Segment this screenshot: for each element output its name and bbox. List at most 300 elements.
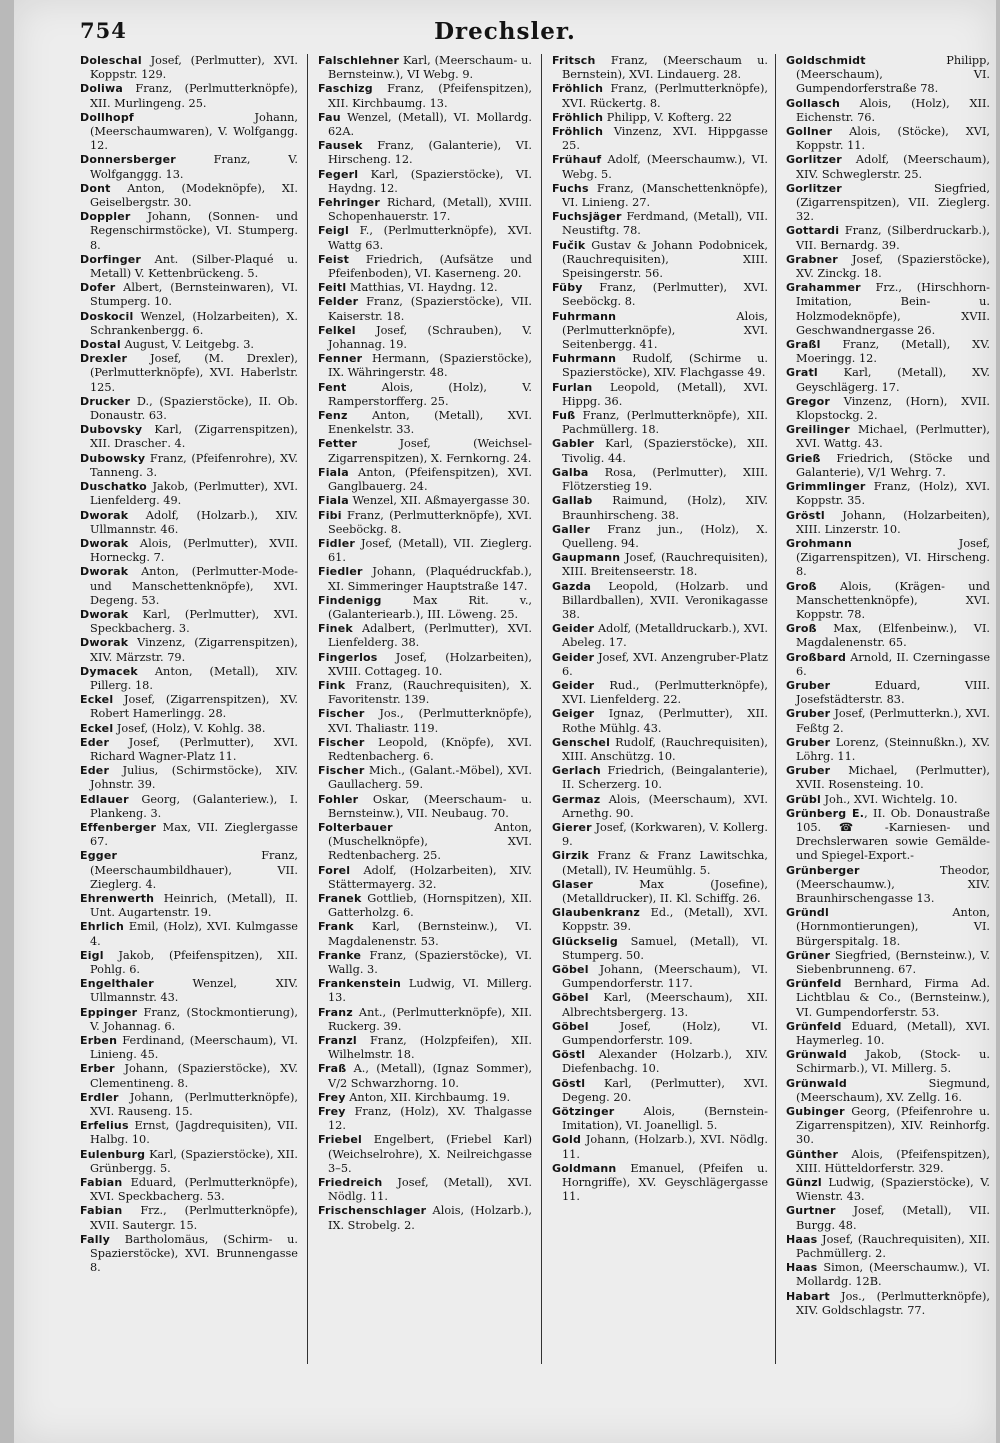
entry-details: Karl, (Perlmutter), XVI. Speckbacherg. 3.	[90, 607, 298, 636]
directory-entry	[318, 168, 532, 196]
entry-details: Anton, (Metall), XVI. Enenkelstr. 33.	[328, 409, 532, 437]
entry-details: Jakob, (Pfeifenspitzen), XII. Pohlg. 6.	[90, 948, 298, 976]
entry-surname: Fraß	[318, 1062, 347, 1076]
entry-surname: Gottardi	[786, 224, 840, 238]
directory-entry	[80, 480, 298, 508]
entry-surname: Friedreich	[318, 1176, 383, 1190]
entry-surname: Dorfinger	[80, 252, 142, 266]
entry-surname: Grohmann	[786, 536, 852, 550]
directory-entry	[318, 764, 532, 792]
entry-surname: Doliwa	[80, 82, 124, 96]
entry-details: Samuel, (Metall), VI. Stumperg. 50.	[562, 934, 768, 962]
directory-entry	[318, 494, 532, 508]
directory-entry	[786, 452, 990, 480]
directory-entry	[80, 182, 298, 210]
directory-entry	[786, 807, 990, 864]
entry-details: Josef, (Zigarrenspitzen), VI. Hirscheng. 8.	[796, 536, 990, 579]
directory-entry	[552, 1048, 768, 1076]
entry-surname: Effenberger	[80, 820, 157, 834]
entry-surname: Haas	[786, 1232, 818, 1246]
entry-details: Josef, (Metall), VII. Burgg. 48.	[796, 1204, 990, 1232]
entry-surname: Frankenstein	[318, 977, 402, 991]
entry-surname: Fent	[318, 380, 347, 394]
entry-surname: Grünberg E.	[786, 806, 865, 820]
directory-entry	[318, 1006, 532, 1034]
directory-entry	[80, 565, 298, 608]
entry-surname: Gaupmann	[552, 551, 621, 565]
directory-entry	[318, 466, 532, 494]
directory-entry	[80, 537, 298, 565]
directory-entry	[786, 537, 990, 580]
entry-details: Franz, (Pfeifenspitzen), XII. Kirchbaumg. 13.	[328, 82, 532, 110]
entry-surname: Fohler	[318, 792, 359, 806]
entry-details: Franz, (Spazierstöcke), VII. Kaiserstr. 18.	[328, 295, 532, 323]
entry-details: Ant. (Silber-Plaqué u. Metall) V. Kettenbrückeng. 5.	[90, 252, 298, 281]
entry-surname: Doleschal	[80, 54, 142, 67]
entry-surname: Gorlitzer	[786, 181, 842, 195]
directory-entry	[80, 1148, 298, 1176]
entry-surname: Fausek	[318, 139, 363, 153]
entry-surname: Finek	[318, 622, 353, 636]
entry-details: Franz, (Holz), XV. Thalgasse 12.	[328, 1105, 532, 1133]
entry-surname: Günzl	[786, 1176, 822, 1190]
directory-entry	[80, 693, 298, 721]
directory-entry	[786, 864, 990, 907]
entry-surname: Eder	[80, 764, 110, 778]
entry-surname: Fiala	[318, 494, 349, 508]
page-number: 754	[80, 18, 127, 43]
entry-surname: Göstl	[552, 1048, 586, 1062]
entry-details: Vinzenz, XVI. Hippgasse 25.	[562, 125, 768, 153]
entry-surname: Erber	[80, 1062, 115, 1076]
entry-details: Raimund, (Holz), XIV. Braunhirscheng. 38.	[562, 494, 768, 522]
entry-surname: Erben	[80, 1034, 118, 1048]
directory-entry	[80, 736, 298, 764]
entry-surname: Grünwald	[786, 1048, 847, 1062]
entry-details: Karl, (Meerschaum), XII. Albrechtsbergerg. 13.	[562, 991, 768, 1019]
entry-details: Johann, (Spazierstöcke), XV. Clementineng. 8.	[90, 1062, 298, 1090]
entry-details: Adolf, (Holzarbeiten), XIV. Stättermayerg. 32.	[328, 863, 532, 891]
directory-entry	[786, 1077, 990, 1105]
entry-details: Gottlieb, (Hornspitzen), XII. Gatterholzg. 6.	[328, 891, 532, 920]
directory-entry	[786, 906, 990, 949]
entry-surname: Fiala	[318, 465, 349, 479]
entry-details: Jakob, (Perlmutter), XVI. Lienfelderg. 49.	[90, 480, 298, 508]
entry-details: Jos., (Perlmutterknöpfe), XIV. Goldschlagstr. 77.	[796, 1289, 990, 1317]
directory-entry	[318, 707, 532, 735]
directory-entry	[80, 210, 298, 253]
entry-details: Bernhard, Firma Ad. Lichtblau & Co., (Bernsteinw.), VI. Gumpendorferstr. 53.	[796, 977, 990, 1019]
entry-surname: Goldmann	[552, 1161, 617, 1175]
entry-details: Anton, (Pfeifenspitzen), XVI. Ganglbauerg. 24.	[328, 465, 532, 494]
entry-details: Lorenz, (Steinnußkn.), XV. Löhrg. 11.	[796, 735, 990, 763]
entry-details: Michael, (Perlmutter), XVI. Wattg. 43.	[796, 423, 990, 451]
entry-details: Georg, (Galanteriew.), I. Plankeng. 3.	[90, 792, 298, 820]
directory-entry	[80, 338, 298, 352]
entry-details: Wenzel, (Metall), VI. Mollardg. 62A.	[328, 110, 532, 139]
entry-details: Franz, (Manschettenknöpfe), VI. Linieng. 27.	[562, 181, 768, 210]
directory-entry	[80, 722, 298, 736]
entry-details: Josef, (Zigarrenspitzen), XV. Robert Hamerlingg. 28.	[90, 693, 298, 721]
entry-surname: Fischer	[318, 735, 365, 749]
directory-entry	[318, 1133, 532, 1176]
entry-details: Jos., (Perlmutterknöpfe), XVI. Thaliastr. 119.	[328, 707, 532, 735]
directory-entry	[552, 281, 768, 309]
entry-details: Karl, (Zigarrenspitzen), XII. Draschег. 4.	[90, 423, 298, 451]
directory-entry	[318, 509, 532, 537]
entry-surname: Füby	[552, 281, 583, 295]
entry-surname: Glaubenkranz	[552, 906, 641, 920]
entry-surname: Gabler	[552, 437, 595, 451]
entry-details: Adalbert, (Perlmutter), XVI. Lienfelderg. 38.	[328, 622, 532, 650]
entry-surname: Erfelius	[80, 1119, 129, 1133]
entry-details: Ludwig, (Spazierstöcke), V. Wienstr. 43.	[796, 1176, 990, 1204]
entry-surname: Gollasch	[786, 96, 841, 110]
directory-entry	[80, 1091, 298, 1119]
directory-entry	[786, 395, 990, 423]
entry-details: A., (Metall), (Ignaz Sommer), V/2 Schwarzhorng. 10.	[328, 1062, 532, 1090]
entry-surname: Frey	[318, 1105, 346, 1119]
entry-details: Alois, (Meerschaum), XVI. Arnethg. 90.	[562, 792, 768, 820]
entry-surname: Groß	[786, 579, 817, 593]
directory-entry	[80, 949, 298, 977]
directory-entry	[786, 651, 990, 679]
entry-surname: Drucker	[80, 394, 131, 408]
directory-entry	[552, 1020, 768, 1048]
directory-entry	[80, 253, 298, 281]
entry-details: Julius, (Schirmstöcke), XIV. Johnstr. 39.	[90, 764, 298, 792]
entry-surname: Dostal	[80, 338, 121, 352]
directory-entry	[786, 224, 990, 252]
entry-details: Siegfried, (Zigarrenspitzen), VII. Zieglerg. 32.	[796, 181, 990, 224]
entry-details: Philipp, V. Kofterg. 22	[603, 110, 732, 124]
entry-details: Adolf, (Holzarb.), XIV. Ullmannstr. 46.	[90, 508, 298, 536]
entry-details: Alois, (Stöcke), XVI, Koppstr. 11.	[796, 125, 990, 153]
directory-entry	[786, 977, 990, 1020]
column-3	[552, 54, 768, 1394]
entry-details: F., (Perlmutterknöpfe), XVI. Wattg 63.	[328, 224, 532, 252]
directory-entry	[552, 239, 768, 282]
directory-entry	[80, 423, 298, 451]
entry-details: Ed., (Metall), XVI. Koppstr. 39.	[562, 906, 768, 934]
directory-entry	[318, 892, 532, 920]
directory-entry	[786, 153, 990, 181]
entry-surname: Donnersberger	[80, 153, 176, 167]
entry-surname: Dymacek	[80, 664, 138, 678]
directory-entry	[552, 707, 768, 735]
directory-entry	[786, 182, 990, 225]
entry-details: Adolf, (Meerschaumw.), VI. Webg. 5.	[562, 153, 768, 181]
column-divider	[775, 54, 776, 1364]
entry-surname: Fröhlich	[552, 82, 604, 96]
entry-details: Friedrich, (Stöcke und Galanterie), V/1 Wehrg. 7.	[796, 451, 990, 479]
entry-surname: Dollhopf	[80, 110, 134, 124]
entry-surname: Grünberger	[786, 863, 860, 877]
directory-entry	[552, 182, 768, 210]
directory-entry	[786, 793, 990, 807]
directory-entry	[80, 1204, 298, 1232]
entry-surname: Dworak	[80, 536, 129, 550]
entry-details: Alois, (Holzarb.), IX. Strobelg. 2.	[328, 1204, 532, 1232]
entry-surname: Großbard	[786, 650, 847, 664]
entry-surname: Gubinger	[786, 1105, 845, 1119]
entry-surname: Fuchsjäger	[552, 210, 622, 224]
entry-details: Josef, (M. Drexler), (Perlmutterknöpfe), XVI. Haberlstr. 125.	[90, 352, 298, 394]
entry-surname: Ehrenwerth	[80, 891, 155, 905]
entry-details: Siegmund, (Meerschaum), XV. Zellg. 16.	[796, 1076, 990, 1104]
entry-surname: Goldschmidt	[786, 54, 866, 67]
entry-surname: Engelthaler	[80, 977, 154, 991]
directory-entry	[552, 736, 768, 764]
directory-entry	[552, 82, 768, 110]
entry-surname: Fibi	[318, 508, 342, 522]
entry-surname: Fenz	[318, 409, 348, 423]
entry-surname: Göbel	[552, 963, 589, 976]
directory-entry	[552, 1133, 768, 1161]
directory-entry	[80, 54, 298, 82]
entry-surname: Geider	[552, 650, 595, 664]
directory-entry	[80, 665, 298, 693]
entry-surname: Graßl	[786, 338, 821, 352]
entry-surname: Gierer	[552, 820, 592, 834]
entry-surname: Göstl	[552, 1076, 586, 1090]
directory-entry	[552, 679, 768, 707]
entry-surname: Fischer	[318, 764, 365, 778]
directory-entry	[318, 281, 532, 295]
entry-details: Franz, (Perlmutterknöpfe), XVI. Seeböckg. 8.	[328, 508, 532, 536]
directory-entry	[318, 409, 532, 437]
entry-details: Philipp, (Meerschaum), VI. Gumpendorferstraße 78.	[796, 54, 990, 96]
entry-surname: Gruber	[786, 764, 831, 778]
entry-details: Leopold, (Metall), XVI. Hippg. 36.	[562, 380, 768, 408]
entry-details: Franz & Franz Lawitschka, (Metall), IV. Heumühlg. 5.	[562, 849, 768, 877]
directory-entry	[786, 1176, 990, 1204]
entry-surname: Fröhlich	[552, 110, 604, 124]
directory-entry	[552, 310, 768, 353]
entry-details: Simon, (Meerschaumw.), VI. Mollardg. 12B.	[796, 1261, 990, 1289]
directory-entry	[786, 679, 990, 707]
directory-entry	[318, 437, 532, 465]
entry-details: Josef, (Holz), V. Kohlg. 38.	[113, 721, 266, 735]
entry-surname: Galler	[552, 522, 591, 536]
directory-entry	[786, 580, 990, 623]
entry-surname: Fehringer	[318, 196, 380, 210]
entry-details: Max Rit. v., (Galanteriearb.), III. Löweng. 25.	[328, 593, 532, 621]
entry-surname: Franek	[318, 891, 362, 905]
directory-entry	[318, 139, 532, 167]
entry-details: Anton, (Modeknöpfe), XI. Geiselbergstr. 30.	[90, 181, 298, 210]
entry-surname: Fau	[318, 110, 341, 124]
directory-entry	[318, 565, 532, 593]
entry-surname: Grünwald	[786, 1076, 847, 1090]
directory-entry	[318, 54, 532, 82]
entry-details: Arnold, II. Czerningasse 6.	[796, 650, 990, 678]
directory-entry	[786, 338, 990, 366]
entry-surname: Geider	[552, 622, 595, 636]
entry-surname: Fučik	[552, 238, 586, 252]
entry-details: Franz, (Galanterie), VI. Hirscheng. 12.	[328, 139, 532, 167]
entry-details: , II. Ob. Donaustraße 105. ☎ -Karniesen- und Drechslerwaren sowie Gemälde- und Spiegel-Export.-	[796, 806, 990, 863]
entry-details: Ernst, (Jagdrequisiten), VII. Halbg. 10.	[90, 1119, 298, 1147]
directory-entry	[318, 352, 532, 380]
entry-details: Anton, (Metall), XIV. Pillerg. 18.	[90, 664, 298, 692]
entry-surname: Feigl	[318, 224, 349, 238]
directory-entry	[552, 551, 768, 579]
directory-entry	[552, 622, 768, 650]
entry-surname: Dont	[80, 181, 111, 195]
entry-surname: Furlan	[552, 380, 593, 394]
directory-entry	[786, 423, 990, 451]
entry-details: Georg, (Pfeifenrohre u. Zigarrenspitzen), XIV. Reinhorfg. 30.	[796, 1105, 990, 1147]
entry-surname: Egger	[80, 849, 118, 863]
entry-details: Heinrich, (Metall), II. Unt. Augartenstr. 19.	[90, 891, 298, 920]
entry-details: Josef, (Schrauben), V. Johannag. 19.	[328, 323, 532, 352]
entry-details: Richard, (Metall), XVIII. Schopenhauerstr. 17.	[328, 196, 532, 224]
entry-surname: Ehrlich	[80, 920, 125, 934]
entry-details: Franz, (Rauchrequisiten), X. Favoritenstr. 139.	[328, 678, 532, 707]
entry-details: Michael, (Perlmutter), XVII. Rosensteing. 10.	[796, 764, 990, 792]
entry-details: Johann, (Meerschaumwaren), V. Wolfgangg. 12.	[90, 110, 298, 153]
entry-details: Karl, (Spazierstöcke), XII. Tivolig. 44.	[562, 437, 768, 465]
entry-surname: Franzl	[318, 1034, 357, 1048]
entry-details: Leopold, (Knöpfe), XVI. Redtenbacherg. 6.	[328, 735, 532, 763]
entry-surname: Eigl	[80, 948, 104, 962]
directory-entry	[80, 977, 298, 1005]
entry-surname: Girzik	[552, 849, 589, 863]
directory-entry	[318, 622, 532, 650]
entry-surname: Fabian	[80, 1176, 123, 1190]
entry-surname: Grieß	[786, 451, 821, 465]
directory-entry	[552, 352, 768, 380]
entry-surname: Folterbauer	[318, 820, 393, 834]
entry-surname: Grünfeld	[786, 1019, 842, 1033]
directory-entry	[552, 111, 768, 125]
entry-details: Alois, (Bernstein-Imitation), VI. Joanelligl. 5.	[562, 1105, 768, 1133]
directory-entry	[786, 764, 990, 792]
entry-surname: Groß	[786, 622, 817, 636]
entry-surname: Gruber	[786, 735, 831, 749]
entry-surname: Fink	[318, 678, 346, 692]
directory-entry	[786, 1261, 990, 1289]
entry-surname: Gerlach	[552, 764, 601, 778]
entry-surname: Frühauf	[552, 153, 602, 167]
entry-surname: Grünfeld	[786, 977, 842, 991]
entry-surname: Doppler	[80, 210, 131, 224]
entry-surname: Frank	[318, 920, 354, 934]
entry-details: Karl, (Spazierstöcke), XII. Grünbergg. 5.	[90, 1147, 298, 1175]
entry-surname: Gründl	[786, 906, 829, 920]
entry-details: Rosa, (Perlmutter), XIII. Flötzerstieg 19.	[562, 465, 768, 494]
directory-entry	[552, 935, 768, 963]
entry-details: Ludwig, VI. Millerg. 13.	[328, 977, 532, 1005]
entry-details: Josef, XVI. Anzengruber-Platz 6.	[562, 650, 768, 678]
entry-surname: Franz	[318, 1005, 353, 1019]
entry-details: Eduard, (Metall), XVI. Haymerleg. 10.	[796, 1019, 990, 1048]
entry-surname: Dubovsky	[80, 423, 143, 437]
directory-entry	[80, 509, 298, 537]
entry-surname: Falschlehner	[318, 54, 400, 67]
entry-surname: Edlauer	[80, 792, 129, 806]
directory-entry	[80, 395, 298, 423]
entry-surname: Greilinger	[786, 423, 850, 437]
directory-entry	[318, 324, 532, 352]
entry-surname: Dubowsky	[80, 451, 146, 465]
entry-surname: Gröstl	[786, 508, 825, 522]
entry-details: Vinzenz, (Horn), XVII. Klopstockg. 2.	[796, 394, 990, 423]
entry-surname: Gollner	[786, 125, 833, 139]
entry-details: Leopold, (Holzarb. und Billardballen), XVII. Veronikagasse 38.	[562, 579, 768, 621]
entry-surname: Gregor	[786, 394, 830, 408]
entry-details: Franz, (Perlmutter), XVI. Seeböckg. 8.	[562, 281, 768, 309]
directory-entry	[786, 1290, 990, 1318]
entry-surname: Felder	[318, 295, 359, 309]
entry-details: Jakob, (Stock- u. Schirmarb.), VI. Millerg. 5.	[796, 1048, 990, 1076]
entry-details: Alois, (Perlmutter), XVII. Hornеckg. 7.	[90, 536, 298, 565]
entry-surname: Fuchs	[552, 181, 589, 195]
directory-entry	[318, 111, 532, 139]
directory-entry	[786, 1233, 990, 1261]
entry-details: Bartholomäus, (Schirm- u. Spazierstöcke), XVI. Brunnengasse 8.	[90, 1232, 298, 1275]
entry-details: Matthias, VI. Haydng. 12.	[346, 281, 498, 295]
directory-entry	[786, 253, 990, 281]
entry-surname: Faschizg	[318, 82, 373, 96]
entry-details: Max (Josefine), (Metalldrucker), II. Kl. Schiffg. 26.	[562, 877, 768, 905]
directory-entry	[80, 352, 298, 395]
directory-entry	[318, 679, 532, 707]
entry-details: Alexander (Holzarb.), XIV. Diefenbachg. 10.	[562, 1048, 768, 1076]
entry-surname: Göbel	[552, 991, 589, 1005]
directory-entry	[552, 523, 768, 551]
directory-entry	[318, 949, 532, 977]
entry-surname: Fritsch	[552, 54, 596, 67]
entry-details: Franz, (Holz), XVI. Koppstr. 35.	[796, 480, 990, 508]
entry-details: Rudolf, (Schirme u. Spazierstöcke), XIV. Flachgasse 49.	[562, 352, 768, 380]
entry-surname: Fenner	[318, 352, 363, 366]
entry-details: Johann, (Holzarbeiten), XIII. Linzerstr. 10.	[796, 508, 990, 536]
entry-details: Eduard, (Perlmutterknöpfe), XVI. Speckbacherg. 53.	[90, 1176, 298, 1204]
entry-details: Friedrich, (Aufsätze und Pfeifenboden), VI. Kaserneng. 20.	[328, 252, 532, 281]
entry-details: Emanuel, (Pfeifen u. Horngriffe), XV. Geyschlägergasse 11.	[562, 1161, 768, 1204]
directory-entry	[552, 54, 768, 82]
entry-surname: Franke	[318, 948, 362, 962]
entry-details: Ignaz, (Perlmutter), XII. Rothe Mühlg. 43.	[562, 707, 768, 735]
entry-surname: Findenigg	[318, 593, 382, 607]
directory-entry	[318, 864, 532, 892]
entry-surname: Frischenschlager	[318, 1204, 427, 1218]
entry-surname: Galba	[552, 465, 589, 479]
entry-surname: Gurtner	[786, 1204, 836, 1218]
entry-surname: Fischer	[318, 707, 365, 721]
directory-entry	[552, 963, 768, 991]
entry-details: D., (Spazierstöcke), II. Ob. Donaustr. 63.	[90, 394, 298, 423]
directory-entry	[80, 82, 298, 110]
directory-entry	[80, 821, 298, 849]
directory-entry	[786, 622, 990, 650]
entry-surname: Eckel	[80, 721, 114, 735]
directory-entry	[80, 153, 298, 181]
entry-details: Franz, (Meerschaum u. Bernstein), XVI. Lindauerg. 28.	[562, 54, 768, 82]
directory-entry	[80, 793, 298, 821]
entry-details: Josef, (Weichsel-Zigarrenspitzen), X. Fernkorng. 24.	[328, 437, 532, 465]
entry-details: Karl, (Bernsteinw.), VI. Magdalenenstr. 53.	[328, 920, 532, 948]
directory-entry	[80, 608, 298, 636]
entry-surname: Frey	[318, 1090, 346, 1104]
directory-entry	[80, 892, 298, 920]
directory-entry	[318, 920, 532, 948]
directory-entry	[80, 1034, 298, 1062]
entry-details: Johann, (Sonnen- und Regenschirmstöcke), VI. Stumperg. 8.	[90, 210, 298, 252]
entry-details: Wenzel, XIV. Ullmannstr. 43.	[90, 977, 298, 1005]
